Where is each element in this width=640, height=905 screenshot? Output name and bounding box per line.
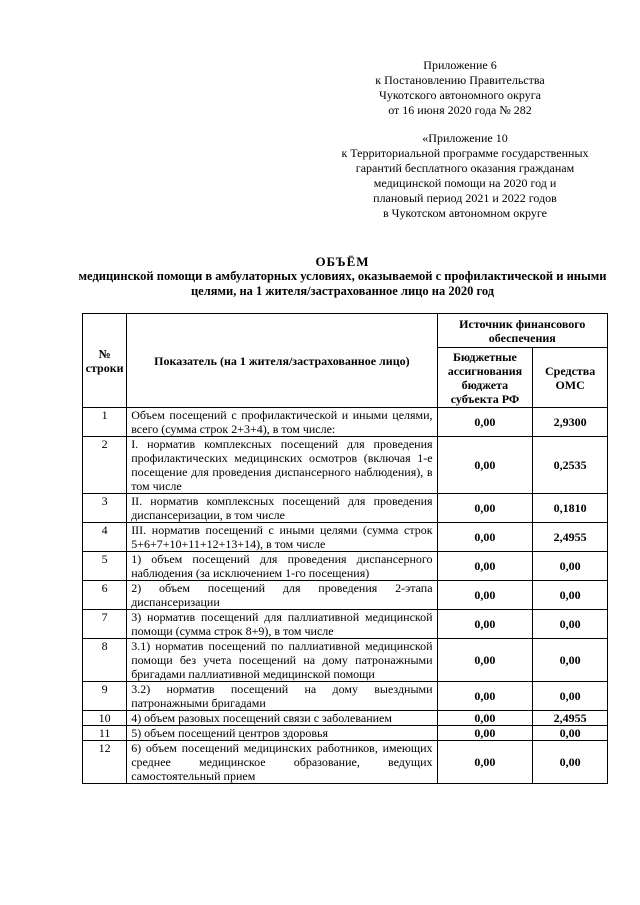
row-number-cell: 3 xyxy=(83,494,127,523)
oms-value-cell: 0,00 xyxy=(533,682,608,711)
indicator-cell: 6) объем посещений медицинских работников, имеющих среднее медицинское образование, ведущих самостоятельный прием xyxy=(127,741,437,784)
budget-value-cell: 0,00 xyxy=(437,437,533,494)
budget-value-cell: 0,00 xyxy=(437,581,533,610)
row-number-cell: 5 xyxy=(83,552,127,581)
budget-value-cell: 0,00 xyxy=(437,523,533,552)
budget-value-cell: 0,00 xyxy=(437,494,533,523)
appendix-10-line: к Территориальной программе государственных xyxy=(341,146,589,160)
indicator-cell: II. норматив комплексных посещений для проведения диспансеризации, в том числе xyxy=(127,494,437,523)
appendix-6-line: Приложение 6 xyxy=(423,58,497,72)
row-number-cell: 12 xyxy=(83,741,127,784)
table-row xyxy=(83,437,608,494)
row-number-cell: 6 xyxy=(83,581,127,610)
row-number-cell: 4 xyxy=(83,523,127,552)
header-funding-source: Источник финансового обеспечения xyxy=(437,314,607,348)
table-row xyxy=(83,494,608,523)
appendix-6-block xyxy=(355,58,565,118)
appendix-10-line: в Чукотском автономном округе xyxy=(383,206,547,220)
header-row-number: № строки xyxy=(83,314,127,408)
indicator-cell: III. норматив посещений с иными целями (сумма строк 5+6+7+10+11+12+13+14), в том числе xyxy=(127,523,437,552)
oms-value-cell: 0,00 xyxy=(533,741,608,784)
row-number-cell: 2 xyxy=(83,437,127,494)
row-number-cell: 7 xyxy=(83,610,127,639)
appendix-10-line: плановый период 2021 и 2022 годов xyxy=(373,191,557,205)
indicator-cell: 5) объем посещений центров здоровья xyxy=(127,726,437,741)
indicator-cell: 2) объем посещений для проведения 2-этапа диспансеризации xyxy=(127,581,437,610)
oms-value-cell: 2,4955 xyxy=(533,711,608,726)
table-row xyxy=(83,741,608,784)
indicator-cell: 3) норматив посещений для паллиативной медицинской помощи (сумма строк 8+9), в том числе xyxy=(127,610,437,639)
table-row xyxy=(83,610,608,639)
oms-value-cell: 0,00 xyxy=(533,552,608,581)
row-number-cell: 1 xyxy=(83,408,127,437)
header-budget: Бюджетные ассигнования бюджета субъекта РФ xyxy=(437,348,533,408)
table-row xyxy=(83,639,608,682)
budget-value-cell: 0,00 xyxy=(437,408,533,437)
row-number-cell: 10 xyxy=(83,711,127,726)
table-body xyxy=(83,408,608,784)
volume-table xyxy=(82,313,608,784)
oms-value-cell: 0,00 xyxy=(533,610,608,639)
appendix-6-line: от 16 июня 2020 года № 282 xyxy=(388,103,532,117)
oms-value-cell: 2,4955 xyxy=(533,523,608,552)
indicator-cell: 1) объем посещений для проведения диспансерного наблюдения (за исключением 1-го посещения) xyxy=(127,552,437,581)
oms-value-cell: 0,00 xyxy=(533,726,608,741)
table-row xyxy=(83,552,608,581)
indicator-cell: 3.1) норматив посещений по паллиативной медицинской помощи без учета посещений на дому патронажными бригадами паллиативной медицинской помощи xyxy=(127,639,437,682)
oms-value-cell: 0,2535 xyxy=(533,437,608,494)
row-number-cell: 9 xyxy=(83,682,127,711)
table-row xyxy=(83,726,608,741)
budget-value-cell: 0,00 xyxy=(437,741,533,784)
appendix-10-block xyxy=(320,131,610,221)
appendix-6-line: Чукотского автономного округа xyxy=(379,88,541,102)
oms-value-cell: 0,00 xyxy=(533,639,608,682)
header-indicator: Показатель (на 1 жителя/застрахованное лицо) xyxy=(127,314,437,408)
document-subtitle: медицинской помощи в амбулаторных условиях, оказываемой с профилактической и иными целями, на 1 жителя/застрахованное лицо на 2020 год xyxy=(78,269,607,298)
oms-value-cell: 0,00 xyxy=(533,581,608,610)
budget-value-cell: 0,00 xyxy=(437,682,533,711)
indicator-cell: 4) объем разовых посещений связи с заболеванием xyxy=(127,711,437,726)
table-row xyxy=(83,682,608,711)
table-row xyxy=(83,408,608,437)
oms-value-cell: 2,9300 xyxy=(533,408,608,437)
budget-value-cell: 0,00 xyxy=(437,610,533,639)
budget-value-cell: 0,00 xyxy=(437,639,533,682)
oms-value-cell: 0,1810 xyxy=(533,494,608,523)
header-oms: Средства ОМС xyxy=(533,348,608,408)
indicator-cell: 3.2) норматив посещений на дому выездными патронажными бригадами xyxy=(127,682,437,711)
table-row xyxy=(83,581,608,610)
appendix-10-line: гарантий бесплатного оказания гражданам xyxy=(355,161,575,175)
row-number-cell: 8 xyxy=(83,639,127,682)
budget-value-cell: 0,00 xyxy=(437,726,533,741)
indicator-cell: Объем посещений с профилактической и иными целями, всего (сумма строк 2+3+4), в том числе: xyxy=(127,408,437,437)
table-row xyxy=(83,711,608,726)
appendix-10-line: «Приложение 10 xyxy=(422,131,508,145)
appendix-6-line: к Постановлению Правительства xyxy=(375,73,545,87)
table-row xyxy=(83,523,608,552)
appendix-10-line: медицинской помощи на 2020 год и xyxy=(373,176,557,190)
document-title: ОБЪЁМ xyxy=(315,254,370,269)
row-number-cell: 11 xyxy=(83,726,127,741)
budget-value-cell: 0,00 xyxy=(437,711,533,726)
budget-value-cell: 0,00 xyxy=(437,552,533,581)
indicator-cell: I. норматив комплексных посещений для проведения профилактических медицинских осмотров (включая 1-е посещение для проведения диспансерного наблюдения), в том числе xyxy=(127,437,437,494)
